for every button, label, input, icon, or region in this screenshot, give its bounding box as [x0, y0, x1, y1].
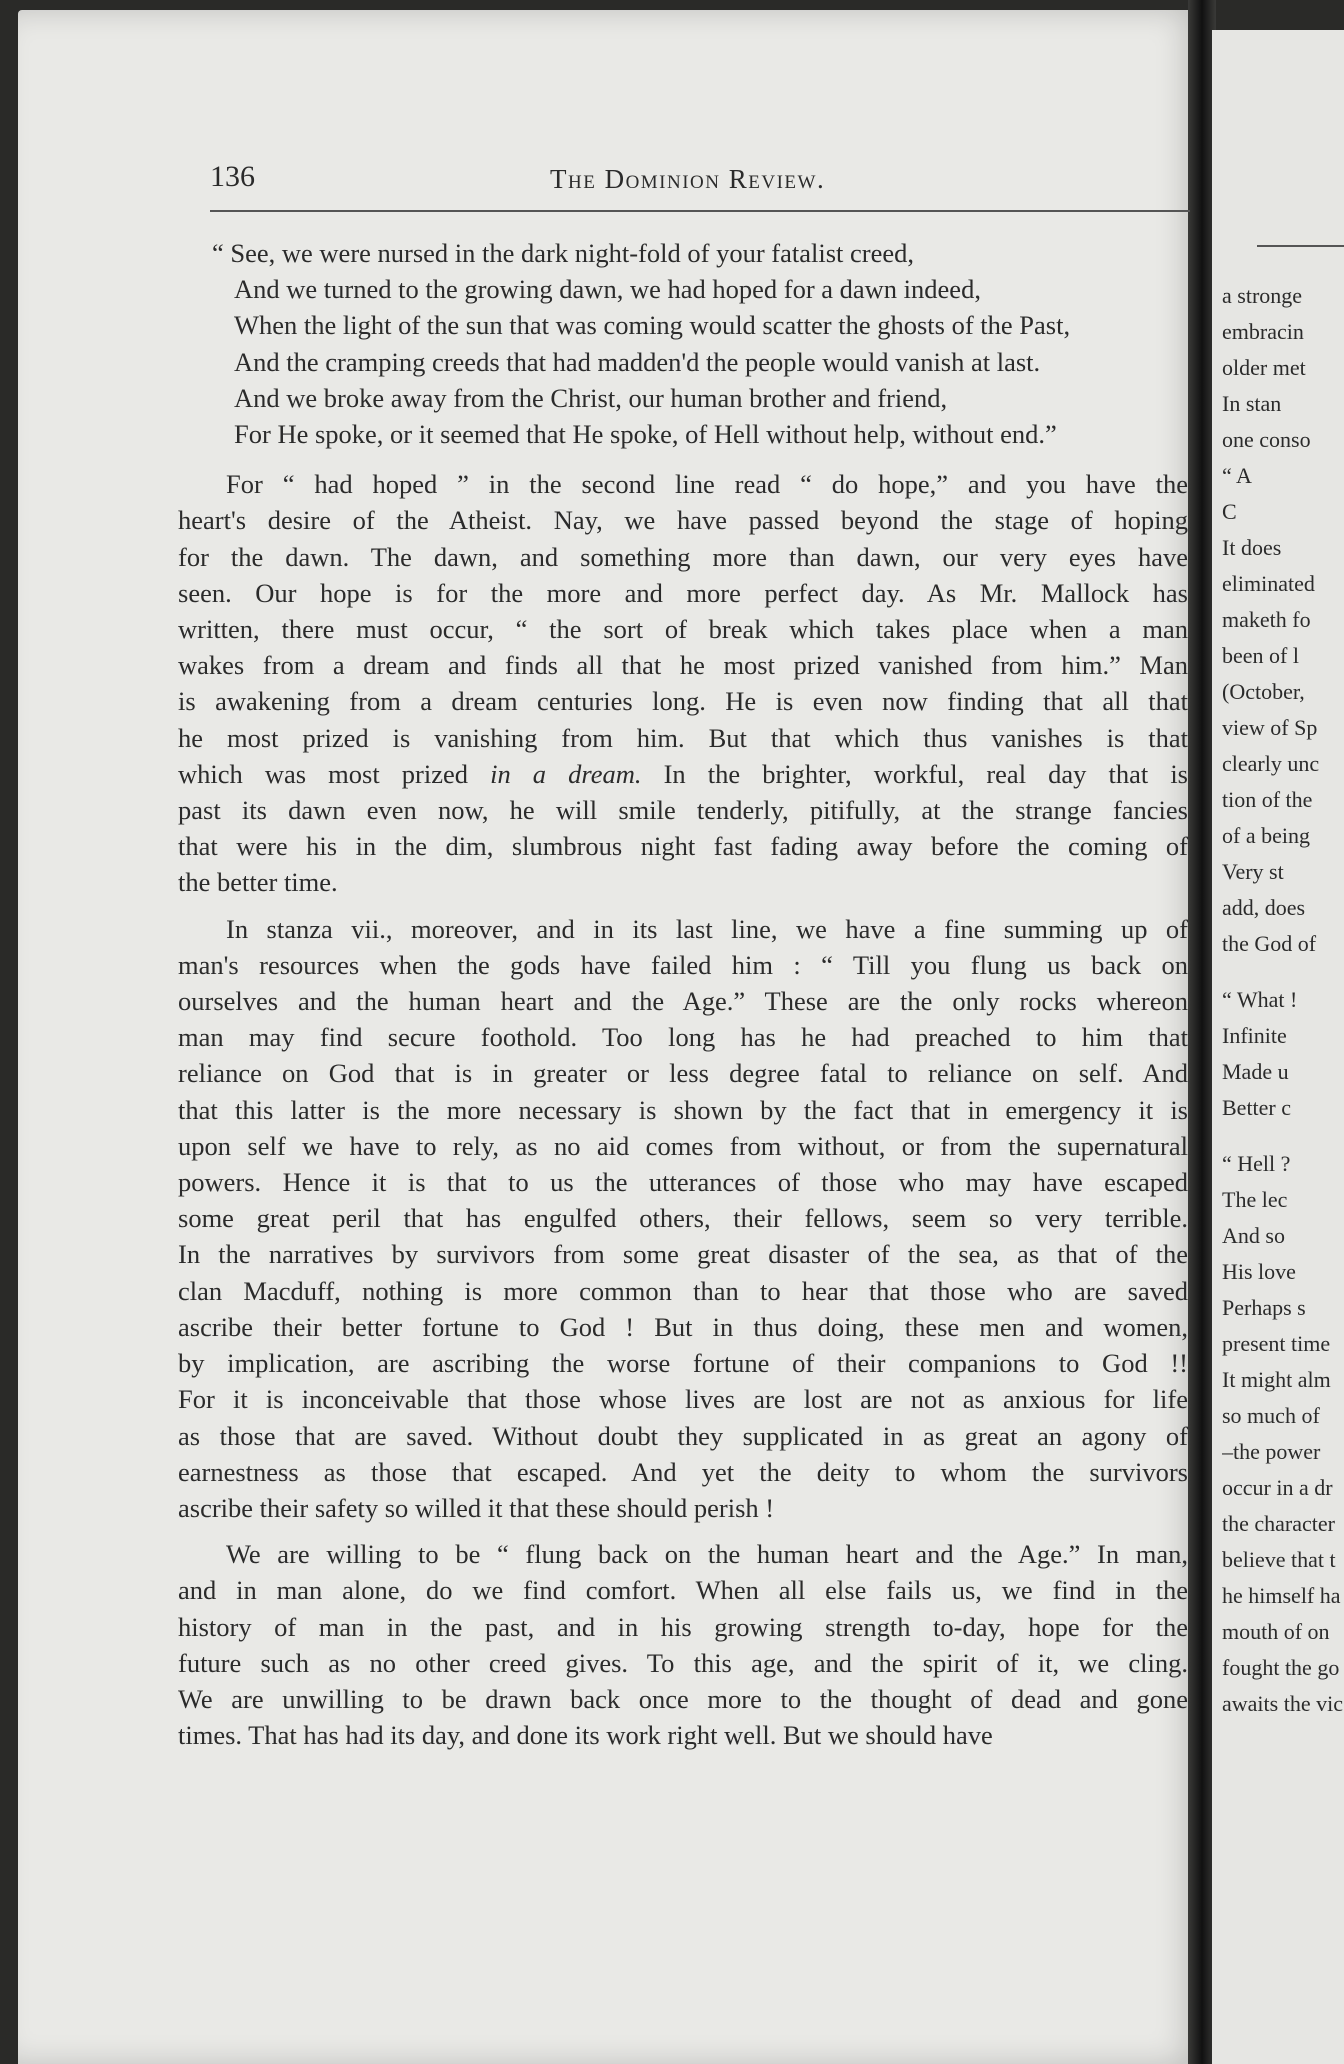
- text-line: ascribe their safety so willed it that these should perish !: [178, 1492, 775, 1523]
- right-page-line: occur in a dr: [1222, 1475, 1333, 1500]
- text-line: he most prized is vanishing from him. But that which thus vanishes is that: [178, 722, 1188, 753]
- text-line: In stanza vii., moreover, and in its last line, we have a fine summing up of: [226, 913, 1188, 944]
- paragraph: [178, 911, 1188, 1526]
- right-page-line: [1222, 962, 1344, 982]
- text-line: is awakening from a dream centuries long. He is even now finding that all that: [178, 686, 1188, 717]
- right-page-line: the character: [1222, 1511, 1335, 1536]
- text-line: For “ had hoped ” in the second line read “ do hope,” and you have the: [226, 469, 1188, 500]
- text-line: the better time.: [178, 867, 338, 898]
- text-line: and in man alone, do we find comfort. When all else fails us, we find in the: [178, 1575, 1188, 1606]
- text-line: upon self we have to rely, as no aid comes from without, or from the supernatural: [178, 1130, 1188, 1161]
- right-page-line: “ A: [1222, 463, 1252, 488]
- right-page-line: eliminated: [1222, 571, 1315, 596]
- right-page-line: believe that t: [1222, 1547, 1336, 1572]
- right-page-line: he himself ha: [1222, 1583, 1341, 1608]
- right-page-line: tion of the: [1222, 787, 1313, 812]
- paragraph: [178, 466, 1188, 900]
- right-page-line: been of l: [1222, 643, 1299, 668]
- right-page-line: [1222, 1126, 1344, 1146]
- body-text: [178, 235, 1188, 1763]
- right-page-line: Infinite: [1222, 1023, 1287, 1048]
- right-page-line: “ Hell ?: [1222, 1151, 1291, 1176]
- right-page-line: His love: [1222, 1259, 1296, 1284]
- right-page-line: Better c: [1222, 1095, 1292, 1120]
- text-line: reliance on God that is in greater or less degree fatal to reliance on self. And: [178, 1058, 1188, 1089]
- text-line: We are willing to be “ flung back on the human heart and the Age.” In man,: [226, 1539, 1188, 1570]
- right-page-line: older met: [1222, 355, 1306, 380]
- right-page-line: present time: [1222, 1331, 1331, 1356]
- right-page-line: a stronge: [1222, 283, 1303, 308]
- text-line: some great peril that has engulfed others, their fellows, seem so very terrible.: [178, 1203, 1188, 1234]
- poem-line: When the light of the sun that was coming would scatter the ghosts of the Past,: [234, 310, 1071, 341]
- poem-line: And we broke away from the Christ, our human brother and friend,: [234, 382, 948, 413]
- text-line: times. That has had its day, and done its work right well. But we should have: [178, 1720, 993, 1751]
- paragraphs: [178, 466, 1188, 1753]
- right-page-line: the God of: [1222, 931, 1317, 956]
- text-line: In the narratives by survivors from some great disaster of the sea, as that of the: [178, 1239, 1188, 1270]
- right-page-line: Made u: [1222, 1059, 1289, 1084]
- right-page-line: In stan: [1222, 391, 1282, 416]
- text-line: which was most prized in a dream. In the brighter, workful, real day that is: [178, 758, 1188, 789]
- text-line: ourselves and the human heart and the Age.” These are the only rocks whereon: [178, 986, 1188, 1017]
- poem-quotation: [212, 235, 1188, 452]
- right-page-line: mouth of on: [1222, 1619, 1330, 1644]
- right-page-line: It might alm: [1222, 1367, 1331, 1392]
- text-line: wakes from a dream and finds all that he most prized vanished from him.” Man: [178, 650, 1188, 681]
- right-page-line: awaits the vic: [1222, 1691, 1343, 1716]
- right-page-line: Perhaps s: [1222, 1295, 1306, 1320]
- right-page-line: –the power: [1222, 1439, 1321, 1464]
- text-line: powers. Hence it is that to us the utterances of those who may have escaped: [178, 1167, 1188, 1198]
- text-line: We are unwilling to be drawn back once more to the thought of dead and gone: [178, 1683, 1188, 1714]
- text-line: heart's desire of the Atheist. Nay, we have passed beyond the stage of hoping: [178, 505, 1188, 536]
- right-page-line: view of Sp: [1222, 715, 1318, 740]
- right-page-line: add, does: [1222, 895, 1306, 920]
- poem-line: And we turned to the growing dawn, we had hoped for a dawn indeed,: [234, 274, 981, 305]
- right-page-line: one conso: [1222, 427, 1311, 452]
- right-page-line: C: [1222, 499, 1237, 524]
- text-line: For it is inconceivable that those whose lives are lost are not as anxious for life: [178, 1384, 1188, 1415]
- text-line: history of man in the past, and in his growing strength to-day, hope for the: [178, 1611, 1188, 1642]
- text-line: for the dawn. The dawn, and something more than dawn, our very eyes have: [178, 541, 1188, 572]
- text-line: that this latter is the more necessary is shown by the fact that in emergency it is: [178, 1094, 1188, 1125]
- text-line: man may find secure foothold. Too long has he had preached to him that: [178, 1022, 1188, 1053]
- right-page-line: of a being: [1222, 823, 1310, 848]
- right-page-line: (October,: [1222, 679, 1305, 704]
- text-line: by implication, are ascribing the worse fortune of their companions to God !!: [178, 1348, 1188, 1379]
- text-line: earnestness as those that escaped. And yet the deity to whom the survivors: [178, 1456, 1188, 1487]
- text-line: that were his in the dim, slumbrous night fast fading away before the coming of: [178, 831, 1188, 862]
- right-page-line: It does: [1222, 535, 1282, 560]
- text-line: man's resources when the gods have failed him : “ Till you flung us back on: [178, 949, 1188, 980]
- poem-line: “ See, we were nursed in the dark night-fold of your fatalist creed,: [212, 238, 914, 268]
- text-line: future such as no other creed gives. To this age, and the spirit of it, we cling.: [178, 1647, 1188, 1678]
- right-page-line: so much of: [1222, 1403, 1320, 1428]
- header-rule: [210, 210, 1190, 212]
- right-page-rule: [1257, 245, 1344, 247]
- page-header: [210, 160, 1190, 206]
- text-line: clan Macduff, nothing is more common than to hear that those who are saved: [178, 1275, 1188, 1306]
- right-page-line: And so: [1222, 1223, 1285, 1248]
- right-page-line: Very st: [1222, 859, 1284, 884]
- text-line: written, there must occur, “ the sort of break which takes place when a man: [178, 614, 1188, 645]
- paragraph: [178, 1536, 1188, 1753]
- right-page-line: “ What !: [1222, 987, 1298, 1012]
- right-page-line: maketh fo: [1222, 607, 1311, 632]
- text-line: ascribe their better fortune to God ! But in thus doing, these men and women,: [178, 1311, 1188, 1342]
- poem-line: For He spoke, or it seemed that He spoke, of Hell without help, without end.”: [234, 419, 1057, 450]
- right-page-line: clearly unc: [1222, 751, 1320, 776]
- text-line: seen. Our hope is for the more and more perfect day. As Mr. Mallock has: [178, 577, 1188, 608]
- text-line: past its dawn even now, he will smile tenderly, pitifully, at the strange fancies: [178, 795, 1188, 826]
- right-page: [1212, 30, 1344, 2064]
- right-page-text: [1222, 278, 1344, 1722]
- poem-line: And the cramping creeds that had madden'd the people would vanish at last.: [234, 346, 1041, 377]
- running-head: The Dominion Review.: [550, 164, 826, 194]
- page-number: 136: [210, 160, 255, 193]
- right-page-line: fought the go: [1222, 1655, 1340, 1680]
- right-page-line: embracin: [1222, 319, 1304, 344]
- text-line: as those that are saved. Without doubt they supplicated in as great an agony of: [178, 1420, 1188, 1451]
- right-page-line: The lec: [1222, 1187, 1288, 1212]
